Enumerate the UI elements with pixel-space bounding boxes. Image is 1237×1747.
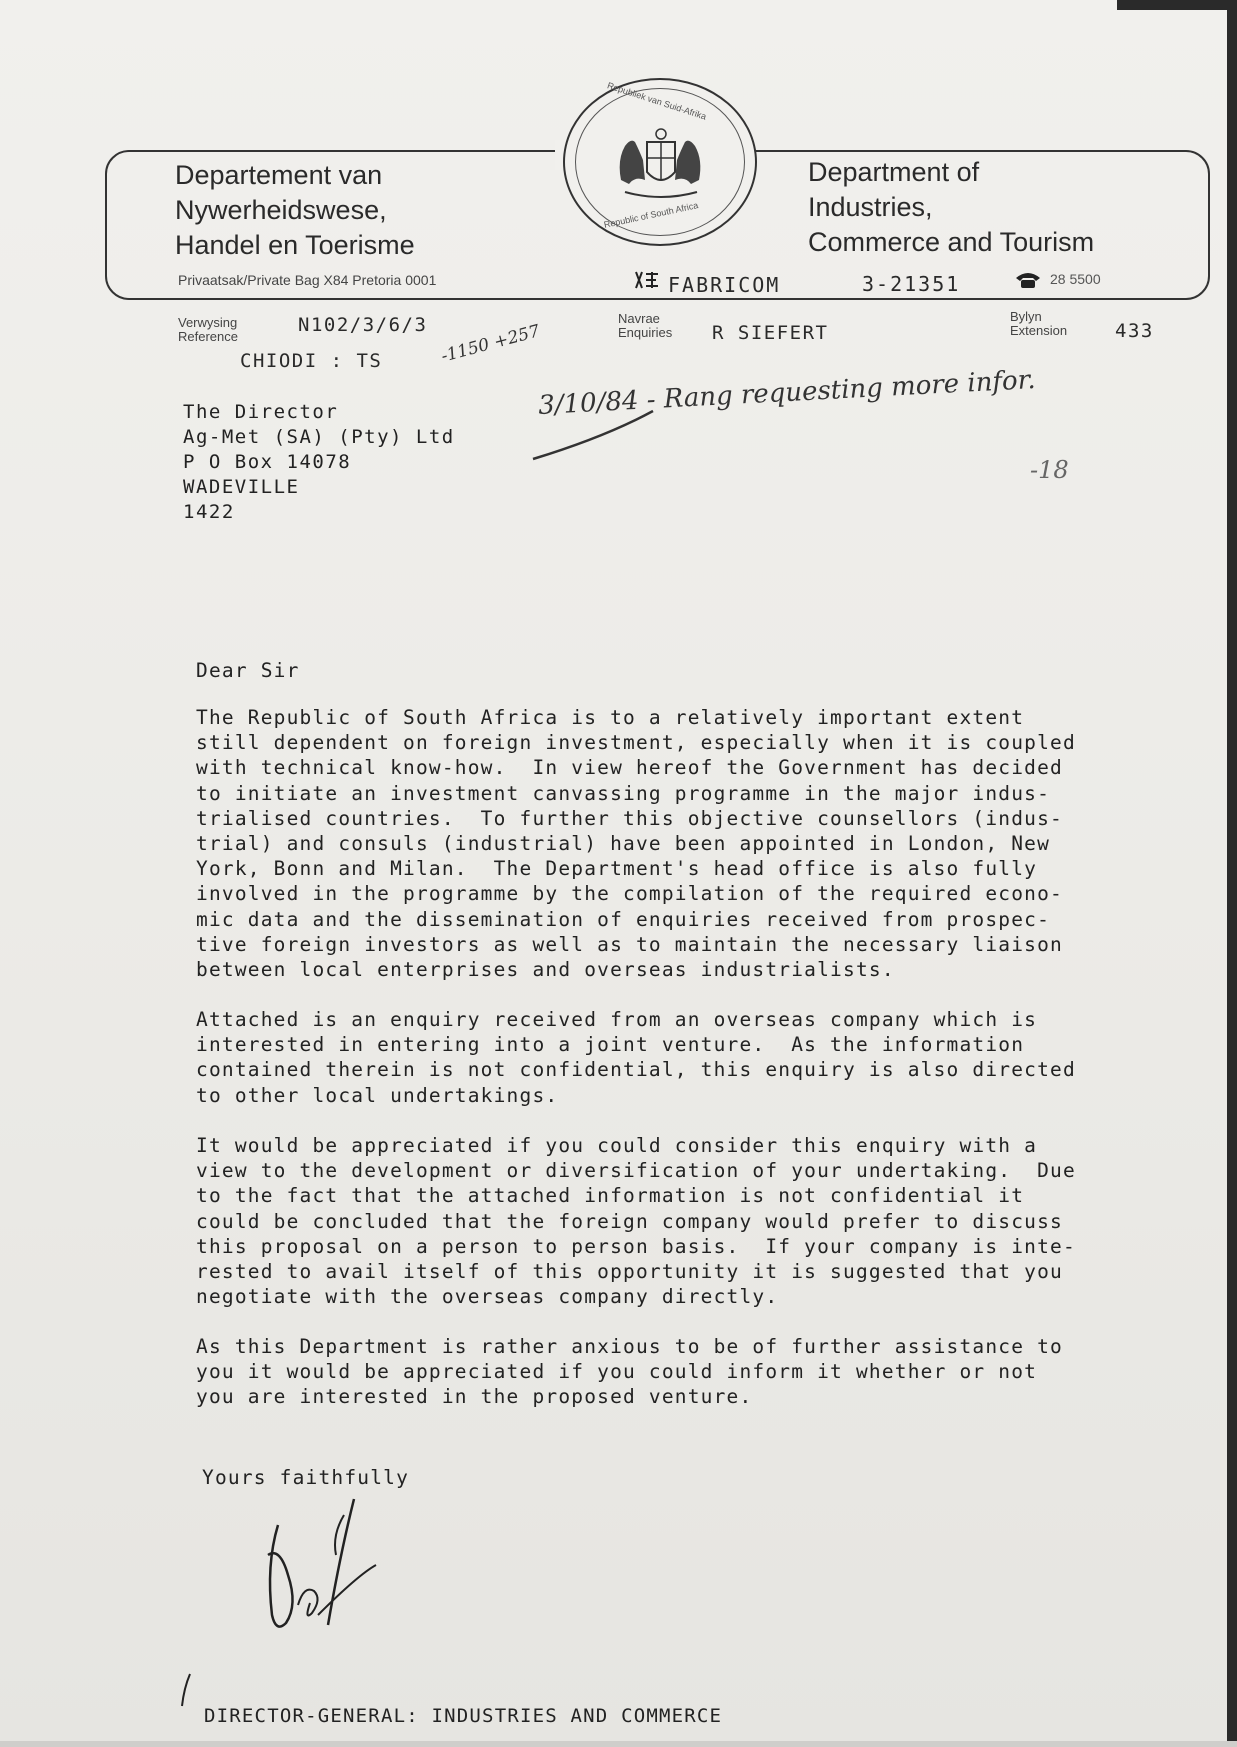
seal-text-top: Republiek van Suid-Afrika xyxy=(605,80,708,122)
paragraph-line: you it would be appreciated if you could inform it whether or not xyxy=(196,1360,1038,1384)
paragraph-line: contained therein is not confidential, this enquiry is also directed xyxy=(196,1058,1076,1082)
seal-icon xyxy=(563,78,757,246)
recipient-address xyxy=(183,400,455,525)
telephone-number: 28 5500 xyxy=(1050,271,1101,287)
reference-label xyxy=(178,316,238,344)
handwritten-margin-mark: -18 xyxy=(1030,456,1069,484)
address-line: P O Box 14078 xyxy=(183,451,352,473)
reference-sub: CHIODI : TS xyxy=(240,350,383,372)
paragraph-line: As this Department is rather anxious to be of further assistance to xyxy=(196,1335,1063,1358)
enquiries-label xyxy=(618,312,672,340)
paragraph-line: negotiate with the overseas company directly. xyxy=(196,1285,779,1309)
paragraph-line: mic data and the dissemination of enquiries received from prospec- xyxy=(196,907,1051,931)
paragraph-line: with technical know-how. In view hereof the Government has decided xyxy=(196,756,1063,780)
paragraph-line: to other local undertakings. xyxy=(196,1083,559,1107)
phone-icon xyxy=(1014,270,1042,290)
paragraph-line: you are interested in the proposed venture. xyxy=(196,1385,753,1409)
letterhead-english xyxy=(808,155,1094,260)
telex-label: FABRICOM xyxy=(668,273,781,297)
reference-value: N102/3/6/3 xyxy=(298,314,428,336)
paragraph-line: trial) and consuls (industrial) have been appointed in London, New xyxy=(196,832,1051,856)
signatory-title xyxy=(204,1704,722,1729)
paragraph-line: to initiate an investment canvassing programme in the major indus- xyxy=(196,781,1051,805)
letterhead-af-line: Handel en Toerisme xyxy=(175,230,415,260)
paragraph-3 xyxy=(196,1133,1076,1309)
paragraph-line: York, Bonn and Milan. The Department's head office is also fully xyxy=(196,857,1038,881)
salutation-text: Dear Sir xyxy=(196,659,300,682)
paragraph-line: It would be appreciated if you could consider this enquiry with a xyxy=(196,1134,1038,1157)
address-line: WADEVILLE xyxy=(183,476,300,498)
handwritten-arrow xyxy=(525,405,665,465)
scan-edge-top xyxy=(1117,0,1237,10)
address-line: The Director xyxy=(183,401,339,423)
paragraph-line: between local enterprises and overseas industrialists. xyxy=(196,958,895,982)
closing xyxy=(202,1465,409,1490)
handwritten-ref-note: -1150 +257 xyxy=(439,321,542,367)
closing-text: Yours faithfully xyxy=(202,1466,410,1489)
reference-label-af: Verwysing xyxy=(178,315,238,330)
paragraph-line: this proposal on a person to person basis. If your company is inte- xyxy=(196,1234,1076,1258)
letterhead-afrikaans xyxy=(175,158,415,263)
paragraph-line: to the fact that the attached information is not confidential it xyxy=(196,1184,1025,1208)
address-line: 1422 xyxy=(183,501,235,523)
signatory-title-text: DIRECTOR-GENERAL: INDUSTRIES AND COMMERCE xyxy=(204,1705,723,1727)
telex-number: 3-21351 xyxy=(862,272,961,296)
enquiries-label-en: Enquiries xyxy=(618,325,673,340)
extension-label xyxy=(1010,310,1067,338)
paragraph-2 xyxy=(196,1007,1076,1108)
signature-icon xyxy=(258,1495,388,1645)
signature-tick-mark xyxy=(176,1672,196,1712)
paragraph-line: still dependent on foreign investment, especially when it is coupled xyxy=(196,731,1076,755)
paragraph-line: interested in entering into a joint venture. As the information xyxy=(196,1033,1025,1057)
reference-label-en: Reference xyxy=(178,329,238,344)
enquiries-value: R SIEFERT xyxy=(712,322,829,344)
telex-icon xyxy=(632,270,662,290)
letterhead-af-line: Departement van xyxy=(175,160,383,190)
handwritten-date-note: 3/10/84 - Rang requesting more infor. xyxy=(537,364,1037,422)
scan-edge-bottom xyxy=(0,1741,1237,1747)
paragraph-line: tive foreign investors as well as to maintain the necessary liaison xyxy=(196,932,1063,956)
paragraph-1 xyxy=(196,705,1076,982)
paragraph-line: could be concluded that the foreign company would prefer to discuss xyxy=(196,1209,1063,1233)
paragraph-line: trialised countries. To further this objective counsellors (indus- xyxy=(196,806,1063,830)
address-line: Ag-Met (SA) (Pty) Ltd xyxy=(183,426,455,448)
private-bag: Privaatsak/Private Bag X84 Pretoria 0001 xyxy=(178,272,437,288)
seal-text-bottom: Republic of South Africa xyxy=(603,200,700,230)
letterhead-af-line: Nywerheidswese, xyxy=(175,195,387,225)
paragraph-line: Attached is an enquiry received from an overseas company which is xyxy=(196,1008,1038,1031)
extension-label-af: Bylyn xyxy=(1010,309,1042,324)
letterhead-en-line: Department of xyxy=(808,157,980,187)
paragraph-4 xyxy=(196,1334,1063,1410)
paragraph-line: view to the development or diversification of your undertaking. Due xyxy=(196,1159,1076,1183)
extension-label-en: Extension xyxy=(1010,323,1068,338)
scan-edge-right xyxy=(1227,0,1237,1747)
letterhead-en-line: Industries, xyxy=(808,192,933,222)
extension-value: 433 xyxy=(1115,320,1154,342)
paragraph-line: The Republic of South Africa is to a relatively important extent xyxy=(196,706,1025,729)
salutation xyxy=(196,658,300,683)
paragraph-line: involved in the programme by the compilation of the required econo- xyxy=(196,882,1063,906)
enquiries-label-af: Navrae xyxy=(618,311,660,326)
letterhead-en-line: Commerce and Tourism xyxy=(808,227,1095,257)
paragraph-line: rested to avail itself of this opportunity it is suggested that you xyxy=(196,1260,1063,1284)
